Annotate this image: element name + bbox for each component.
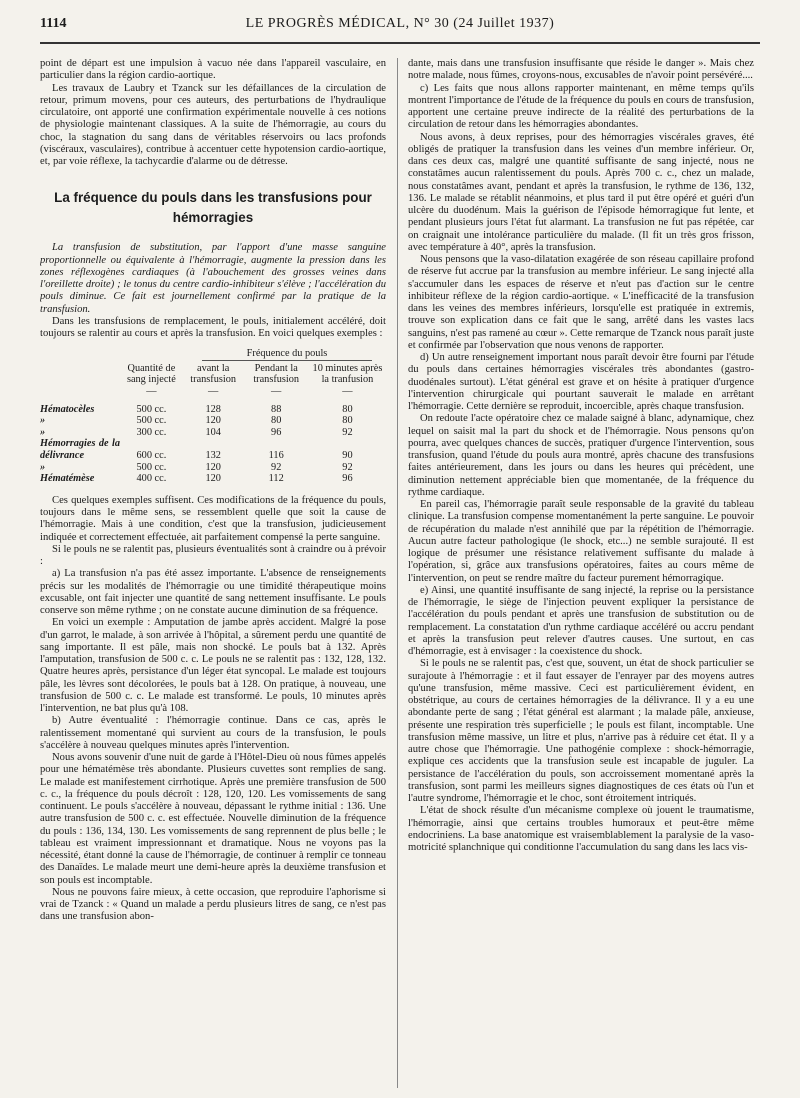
cell-quantity: 500 cc. xyxy=(136,403,167,415)
section-title: La fréquence du pouls dans les transfusions pour hémorragies xyxy=(54,190,372,226)
cell-during: 116 xyxy=(268,450,284,461)
row-label: Hématocèles xyxy=(40,403,95,415)
paragraph: a) La transfusion n'a pas été assez importante. L'absence de renseignements précis sur les modalités de l'hémorragie ou une timidité thérapeutique moins excusable, ont fait injecter une quantité de sang nettement insuffisante. Le pouls conserve son même rythme ; on ne constate aucune diminution de sa fréquence. xyxy=(40,568,386,617)
column-header-after: 10 minutes après la tranfusion xyxy=(312,362,383,386)
cell-before: 120 xyxy=(205,473,221,485)
table-row xyxy=(40,427,386,439)
cell-after: 80 xyxy=(342,415,353,427)
cell-during: 96 xyxy=(271,426,282,438)
column-header-quantity: Quantité de sang injecté xyxy=(126,362,176,386)
cell-quantity: 600 cc. xyxy=(136,450,167,461)
paragraph: Nous ne pouvons faire mieux, à cette occasion, que reproduire l'aphorisme si vrai de Tzanck : « Quand un malade a perdu plusieurs litres de sang, ce n'est pas dans une transfusion abon- xyxy=(40,886,386,923)
paragraph: Si le pouls ne se ralentit pas, plusieurs éventualités sont à craindre ou à prévoir : xyxy=(40,543,386,568)
row-label: » xyxy=(40,461,46,473)
row-label: Hémorragies de la délivrance xyxy=(40,438,120,461)
row-label: » xyxy=(40,426,46,438)
right-column xyxy=(408,58,754,1088)
table-row xyxy=(40,398,386,416)
paragraph: Nous avons, à deux reprises, pour des hémorragies viscérales graves, été obligés de pratiquer la transfusion dans les veines d'un membre inférieur. Or, dans ces deux cas, malgré une quantité suffisante de sang injecté, nous ne constatâmes aucun ralentissement du pouls. Après 700 c. c., chez un malade, nous constatâmes avant, pendant et après la transfusion, le rythme de 136, 132, 136. Le malade se rétablit néanmoins, et plus tard il put être opéré et guéri d'un ulcère du duodénum. Mais la guérison de l'épisode hémorragique fut lente, et pendant plusieurs jours l'état fut alarmant. La transfusion ne fut pas répétée, car on craignait une intolérance particulière du malade. (Il fit un très gros frisson, avec température à 40°, après la transfusion. xyxy=(408,131,754,253)
paragraph: point de départ est une impulsion à vacuo née dans l'appareil vasculaire, en particulier dans la région cardio-aortique. xyxy=(40,58,386,82)
cell-during: 112 xyxy=(268,473,284,485)
paragraph: Si le pouls ne se ralentit pas, c'est que, souvent, un état de shock particulier se surajoute à l'hémorragie : et il faut essayer de l'enrayer par des moyens autres qu'une transfusion, même massive. Ceci est particulièrement évident, en obstétrique, au cours de certaines hémorragies de la délivrance. Il y a eu une abondante perte de sang ; l'état général est alarmant ; la malade pâle, anxieuse, présente une respiration très superficielle ; le pouls est filant, incomptable. Une transfusion même massive, un litre et plus, n'arrive pas à réduire cet état. Il y a autre chose que l'hémorragie. Une pathogénie complexe : shock-hémorragie, explique ces accidents que la transfusion seule est incapable de juguler. La persistance de l'accélération du pouls, son accroissement momentané après la transfusion, sont parmi les meilleurs signes diagnostiques de ces états où l'un et l'autre syndrome, l'hémorragie et le choc, sont étroitement intriqués. xyxy=(408,658,754,804)
cell-during: 80 xyxy=(271,415,282,427)
page-number: 1114 xyxy=(40,16,67,31)
column-gutter xyxy=(397,58,398,1088)
table-row xyxy=(40,415,386,427)
paragraph: En pareil cas, l'hémorragie paraît seule responsable de la gravité du tableau clinique. La transfusion compense momentanément la perte sanguine. Le pouvoir de récupération du malade n'est annihilé que par la répétition de l'hémorragie. Aucun autre facteur pathologique (le shock, etc...) ne semble surajouté. Il est logique de présumer une résistance relativement suffisante du malade à l'opération, si, grâce aux transfusions opératoires, faites au cours même de l'intervention, on peut se rendre maître du facteur purement hémorragique. xyxy=(408,499,754,584)
cell-after: 90 xyxy=(342,450,353,461)
paragraph: b) Autre éventualité : l'hémorragie continue. Dans ce cas, après le ralentissement momentané qui survient au cours de la transfusion, le pouls s'accélère à nouveau quelques minutes après l'intervention. xyxy=(40,715,386,751)
row-label: Hématémèse xyxy=(40,473,95,485)
cell-quantity: 500 cc. xyxy=(136,415,167,427)
paragraph: dante, mais dans une transfusion insuffisante que réside le danger ». Mais chez notre malade, nous fûmes, croyons-nous, excusables de n'avoir point persévéré.... xyxy=(408,58,754,82)
paragraph: L'état de shock résulte d'un mécanisme complexe où jouent le traumatisme, l'hémorragie, ainsi que certains troubles humoraux et peut-être même endocriniens. La base anatomique est vraisemblablement la paralysie de la vaso-motricité splanchnique qui conditionne l'accumulation du sang dans les lacs vis- xyxy=(408,805,754,853)
paragraph: Dans les transfusions de remplacement, le pouls, initialement accéléré, doit toujours se ralentir au cours et après la transfusion. En voici quelques exemples : xyxy=(40,315,386,339)
cell-before: 104 xyxy=(205,426,221,438)
left-column xyxy=(40,58,386,1088)
intro-italic: La transfusion de substitution, par l'apport d'une masse sanguine proportionnelle ou équivalente à l'hémorragie, augmente la pression dans les zones réflexogènes cardiaques (à l'abouchement des grosses veines dans l'oreillette droite) ; le tonus du centre cardio-inhibiteur s'élève ; l'accélération du pouls diminue. Ce fait est journellement confirmé par la pratique de la transfusion. xyxy=(40,242,386,315)
cell-quantity: 300 cc. xyxy=(136,426,167,438)
paragraph: c) Les faits que nous allons rapporter maintenant, en même temps qu'ils montrent l'importance de l'étude de la fréquence du pouls en cours de transfusion, apportent une certaine preuve indirecte de la réalité des perturbations de la circulation de retour dans les hémorragies abondantes. xyxy=(408,82,754,131)
cell-before: 128 xyxy=(205,403,221,415)
table-group-header: Fréquence du pouls xyxy=(202,348,372,361)
cell-quantity: 500 cc. xyxy=(136,461,167,473)
cell-before: 132 xyxy=(205,450,221,461)
journal-title: LE PROGRÈS MÉDICAL, N° 30 (24 Juillet 1937) xyxy=(245,16,555,31)
cell-before: 120 xyxy=(205,415,221,427)
cell-during: 88 xyxy=(271,403,282,415)
cell-after: 92 xyxy=(342,426,353,438)
table-corner xyxy=(40,363,120,386)
table-row xyxy=(40,473,386,485)
paragraph: d) Un autre renseignement important nous paraît devoir être fourni par l'étude du pouls dans certaines hémorragies viscérales très abondantes (gastro-duodénales surtout). L'état général est grave et on hésite à pratiquer d'urgence l'intervention chirurgicale qui pourtant sauverait le malade en arrêtant l'hémorragie. Cette dernière se reproduit, incoercible, après chaque transfusion. xyxy=(408,352,754,412)
header-rule xyxy=(40,42,760,44)
column-header-before: avant la transfusion xyxy=(190,362,237,386)
cell-after: 92 xyxy=(342,461,353,473)
paragraph: Ces quelques exemples suffisent. Ces modifications de la fréquence du pouls, toujours dans le même sens, se ressemblent quelle que soit la cause de l'hémorragie. Mais à une condition, c'est que la transfusion, judicieusement indiquée et correctement effectuée, ait parfaitement compensé la perte sanguine. xyxy=(40,494,386,543)
column-header-during: Pendant la transfusion xyxy=(253,362,300,386)
table-row xyxy=(40,438,386,461)
paragraph: On redoute l'acte opératoire chez ce malade saigné à blanc, adynamique, chez lequel on saisit mal la part du shock et de l'hémorragie. Nous pensons qu'on pourra, avec quelques chances de succès, pratiquer d'urgence l'intervention, sous transfusion, quand l'étude du pouls aura montré, après chacune des transfusions faites antérieurement, dans les jours ou dans les heures qui précèdent, une diminution nettement appréciable bien que momentanée, de la fréquence du rythme cardiaque. xyxy=(408,413,754,498)
cell-quantity: 400 cc. xyxy=(136,473,167,485)
paragraph: Les travaux de Laubry et Tzanck sur les défaillances de la circulation de retour, primum movens, pour ces auteurs, des perturbations de l'hydraulique circulatoire, ont apporté une confirmation expérimentale nouvelle à ces notions de physiologie maintenant classiques. A la suite de l'hémorragie, au cours du choc, la stagnation du sang dans de véritables réservoirs ou lacs profonds (viscéraux, vasculaires), contribue à accentuer cette hypotension cardio-aortique, et, par voie réflexe, la tachycardie d'alarme ou de détresse. xyxy=(40,82,386,167)
page-header xyxy=(40,14,760,36)
paragraph: e) Ainsi, une quantité insuffisante de sang injecté, la reprise ou la persistance de l'hémorragie, le siège de l'injection peuvent expliquer la persistance de l'accélération du pouls pendant et après une transfusion de substitution ou de remplacement. La constatation d'un rythme cardiaque accéléré ou accru pendant et après la transfusion peut relever d'autres causes. Une surtout, en cas d'hémorragie, est à envisager : la coexistence du shock. xyxy=(408,584,754,657)
pulse-frequency-table: Fréquence du pouls Quantité de sang injecté avant la transfusion Pendant la transfusion 10 minutes après la tranfusion — — — — Hématocèles 500 cc. 128 88 80 » 500 cc. 120 80 80 » 300 cc. 104 96 92 Hémorragies de la délivrance 600 cc. 132 116 90 » 500 cc. 120 92 92 Hématémèse 400 cc. 120 112 96 xyxy=(40,348,386,485)
paragraph: Nous pensons que la vaso-dilatation exagérée de son réseau capillaire profond de réserve fut accrue par la transfusion au membre inférieur. Le sang injecté alla s'accumuler dans les espaces de réserve et n'eut pas d'action sur le centre inhibiteur réflexe de la région cardio-aortique. « L'inefficacité de la transfusion dans les veines des membres inférieurs, lorsqu'elle est pratiquée in extremis, trouve son explication dans ce fait que le sang, arrêté dans les vastes lacs sanguins, n'est pas ramené au cœur ». Cette remarque de Tzanck nous paraît juste et confirmée par l'observation que nous venons de rapporter. xyxy=(408,254,754,351)
row-label: » xyxy=(40,415,46,427)
paragraph: En voici un exemple : Amputation de jambe après accident. Malgré la pose d'un garrot, le malade, à son arrivée à l'hôpital, a sûrement perdu une quantité de sang importante. Il est pâle, mais non shocké. Le pouls bat à 132. Après l'amputation, transfusion de 500 c. c. Le pouls ne se ralentit pas : 132, 128, 132. Quatre heures après, persistance d'un léger état syncopal. Le malade est toujours pâle, les lèvres sont décolorées, le pouls bat à 128. On pratique, à nouveau, une transfusion de 500 c. c. Le malade est transformé. Le pouls, 10 minutes après l'intervention, ne bat plus qu'à 108. xyxy=(40,617,386,715)
cell-before: 120 xyxy=(205,461,221,473)
intro-paragraph xyxy=(40,242,386,316)
cell-after: 80 xyxy=(342,403,353,415)
table-row xyxy=(40,462,386,474)
cell-during: 92 xyxy=(271,461,282,473)
cell-after: 96 xyxy=(342,473,353,485)
paragraph: Nous avons souvenir d'une nuit de garde à l'Hôtel-Dieu où nous fûmes appelés pour une hématémèse très abondante. Plusieurs cuvettes sont remplies de sang. Le malade est manifestement cirrhotique. Après une première transfusion de 500 c. c., la fréquence du pouls décroît : 128, 120, 120. Les vomissements de sang continuent. Le pouls s'accélère à nouveau, dépassant le rythme initial : 136. Une autre transfusion de 500 c. c. est effectuée. Nouvelle diminution de la fréquence du pouls : 136, 134, 130. Les vomissements de sang reprennent de plus belle ; le tableau est vraiment impressionnant et dramatique. Nous ne voyons pas la nécessité, étant donné la cause de l'hémorragie, de continuer à remplir ce tonneau des Danaïdes. Le malade meurt une demi-heure après la deuxième transfusion et son pouls est incomptable. xyxy=(40,752,386,886)
